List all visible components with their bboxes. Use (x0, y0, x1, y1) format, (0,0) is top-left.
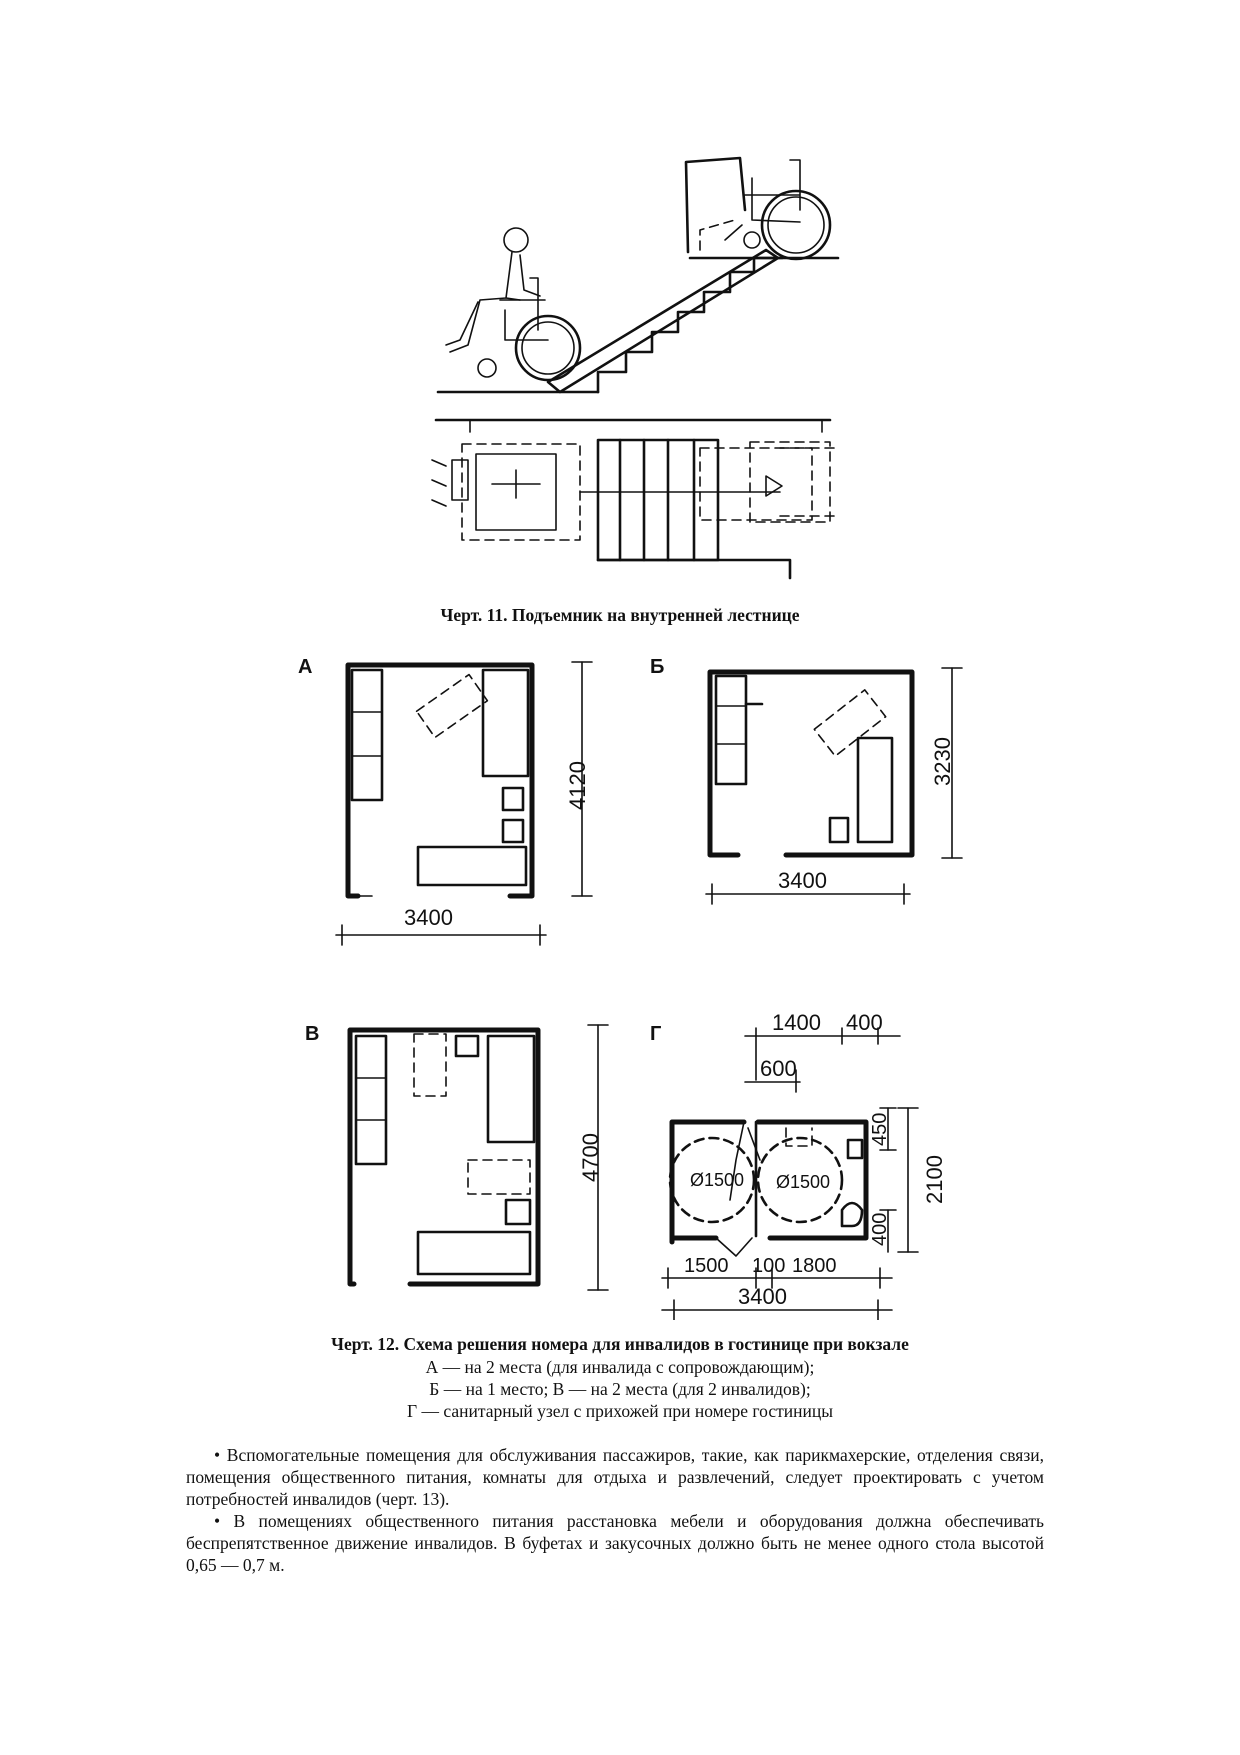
plan-v (305, 1023, 608, 1290)
plan-a-letter: А (298, 656, 313, 678)
plan-g-circle-2: Ø1500 (776, 1172, 831, 1192)
plan-b-height: 3230 (930, 737, 955, 786)
paragraph-1: • Вспомогательные помещения для обслуживания пассажиров, такие, как парикмахерские, отделения связи, помещения общественного питания, комнаты для отдыха и развлечений, следует проектировать с учетом потребностей инвалидов (черт. 13). (186, 1445, 1044, 1509)
plan-v-letter: В (305, 1023, 320, 1045)
plan-g (650, 1010, 947, 1320)
plan-b (650, 656, 962, 904)
plan-a-width: 3400 (404, 905, 453, 930)
plan-b-width: 3400 (778, 868, 827, 893)
plan-g-dim-400-top: 400 (846, 1010, 883, 1035)
plan-g-dim-600: 600 (760, 1056, 797, 1081)
plan-g-dim-1500: 1500 (684, 1255, 729, 1277)
figure-12-caption-line-a: А — на 2 места (для инвалида с сопровождающим); (425, 1357, 815, 1377)
plan-g-dim-400-side: 400 (869, 1212, 891, 1246)
figure-12-caption-title: Черт. 12. Схема решения номера для инвалидов в гостинице при вокзале (331, 1334, 909, 1354)
plan-g-dim-1400: 1400 (772, 1010, 821, 1035)
plan-a-height: 4120 (565, 761, 590, 810)
figure-12-caption-line-g: Г — санитарный узел с прихожей при номере гостиницы (407, 1401, 833, 1421)
plan-a (298, 656, 592, 945)
paragraph-2: • В помещениях общественного питания расстановка мебели и оборудования должна обеспечивать беспрепятственное движение инвалидов. В буфетах и закусочных должно быть не менее одного стола высотой 0,65 — 0,7 м. (186, 1511, 1044, 1575)
plan-g-circle-1: Ø1500 (690, 1170, 745, 1190)
plan-g-dim-2100: 2100 (922, 1155, 947, 1204)
plan-g-dim-100: 100 (752, 1255, 786, 1277)
body-text (186, 1444, 1044, 1576)
figure-12-caption-line-b: Б — на 1 место; В — на 2 места (для 2 инвалидов); (429, 1379, 811, 1399)
plan-v-height: 4700 (578, 1133, 603, 1182)
figure-11-caption: Черт. 11. Подъемник на внутренней лестнице (440, 605, 800, 625)
plan-g-letter: Г (650, 1023, 662, 1045)
plan-g-dim-1800: 1800 (792, 1255, 837, 1277)
plan-b-letter: Б (650, 656, 665, 678)
plan-g-total-width: 3400 (738, 1284, 787, 1309)
plan-g-dim-450: 450 (869, 1112, 891, 1146)
